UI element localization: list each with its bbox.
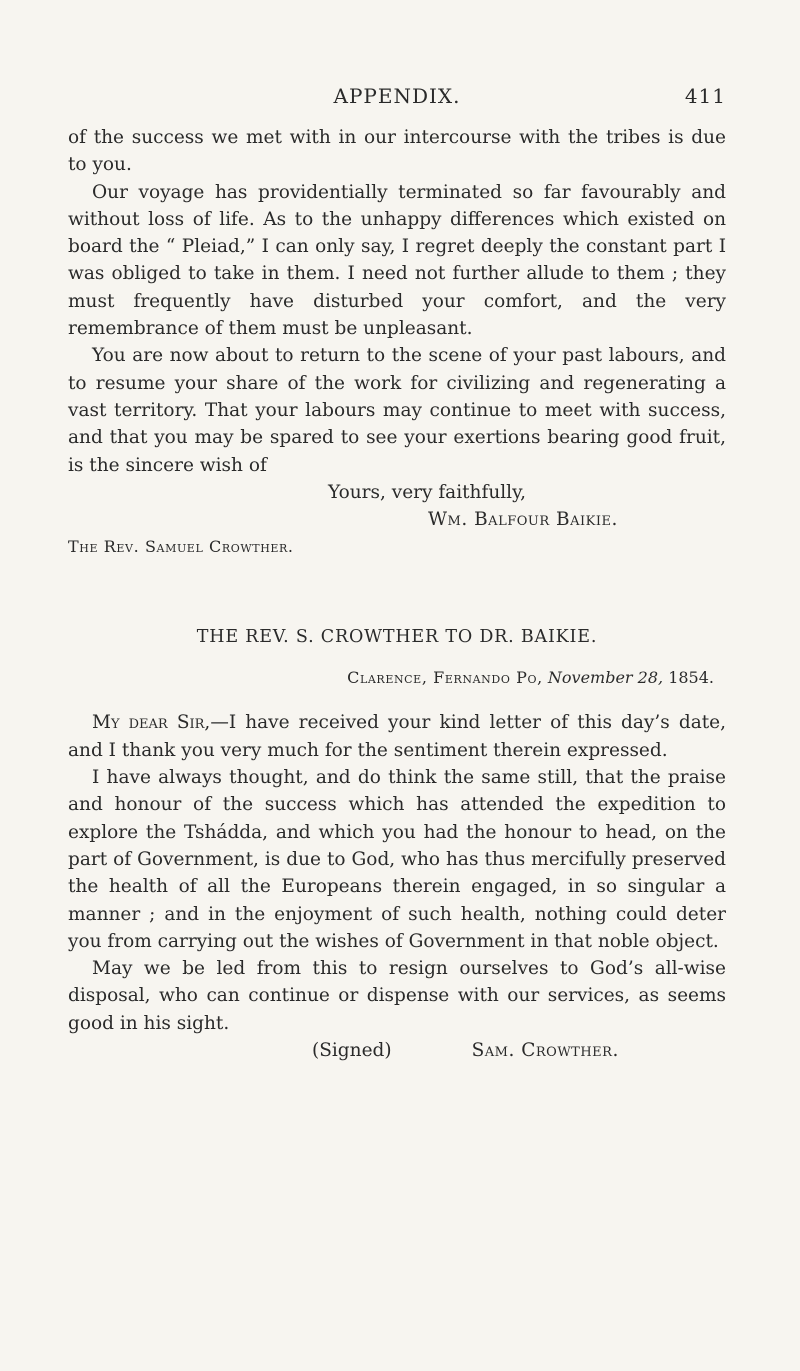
letter-crowther-to-baikie (68, 709, 726, 1064)
salutation: My dear Sir, (92, 712, 211, 734)
signature-line (68, 1037, 726, 1064)
dateline-year: 1854. (668, 668, 714, 688)
dateline-month-day: November 28, (547, 668, 664, 688)
signed-label: (Signed) (312, 1040, 392, 1062)
closing: Yours, very faithfully, (328, 481, 526, 503)
book-page (68, 84, 726, 1064)
running-head-title: APPENDIX. (333, 84, 461, 108)
paragraph-text: —I have received your kind letter of this day’s date, and I thank you very much for the sentiment therein expressed. (68, 712, 726, 761)
paragraph (68, 709, 726, 764)
dateline-place: Clarence, Fernando Po, (347, 668, 543, 688)
paragraph: May we be led from this to resign ourselves to God’s all-wise disposal, who can continue or dispense with our services, as seems good in his sight. (68, 958, 726, 1034)
signature: Sam. Crowther. (471, 1040, 619, 1062)
addressee: The Rev. Samuel Crowther. (68, 537, 294, 557)
dateline (68, 664, 726, 691)
paragraph: of the success we met with in our intercourse with the tribes is due to you. (68, 127, 726, 176)
running-head (68, 84, 726, 124)
paragraph: You are now about to return to the scene of your past labours, and to resume your share of the work for civilizing and regenerating a vast territory. That your labours may continue to meet with success, and that you may be spared to see your exertions bearing good fruit, is the sincere wish of (68, 345, 726, 476)
section-heading: THE REV. S. CROWTHER TO DR. BAIKIE. (196, 627, 598, 648)
letter-baikie-to-crowther (68, 124, 726, 560)
page-number: 411 (684, 84, 726, 108)
signature: Wm. Balfour Baikie. (428, 509, 618, 531)
paragraph: I have always thought, and do think the same still, that the praise and honour of the success which has attended the expedition to explore the Tshádda, and which you had the honour to head, on the part of Government, is due to God, who has thus mercifully preserved the health of all the Europeans therein engaged, in so singular a manner ; and in the enjoyment of such health, nothing could deter you from carrying out the wishes of Government in that noble object. (68, 767, 726, 952)
paragraph: Our voyage has providentially terminated so far favourably and without loss of life. As to the unhappy differences which existed on board the “ Pleiad,” I can only say, I regret deeply the constant part I was obliged to take in them. I need not further allude to them ; they must frequently have disturbed your comfort, and the very remembrance of them must be unpleasant. (68, 181, 726, 340)
